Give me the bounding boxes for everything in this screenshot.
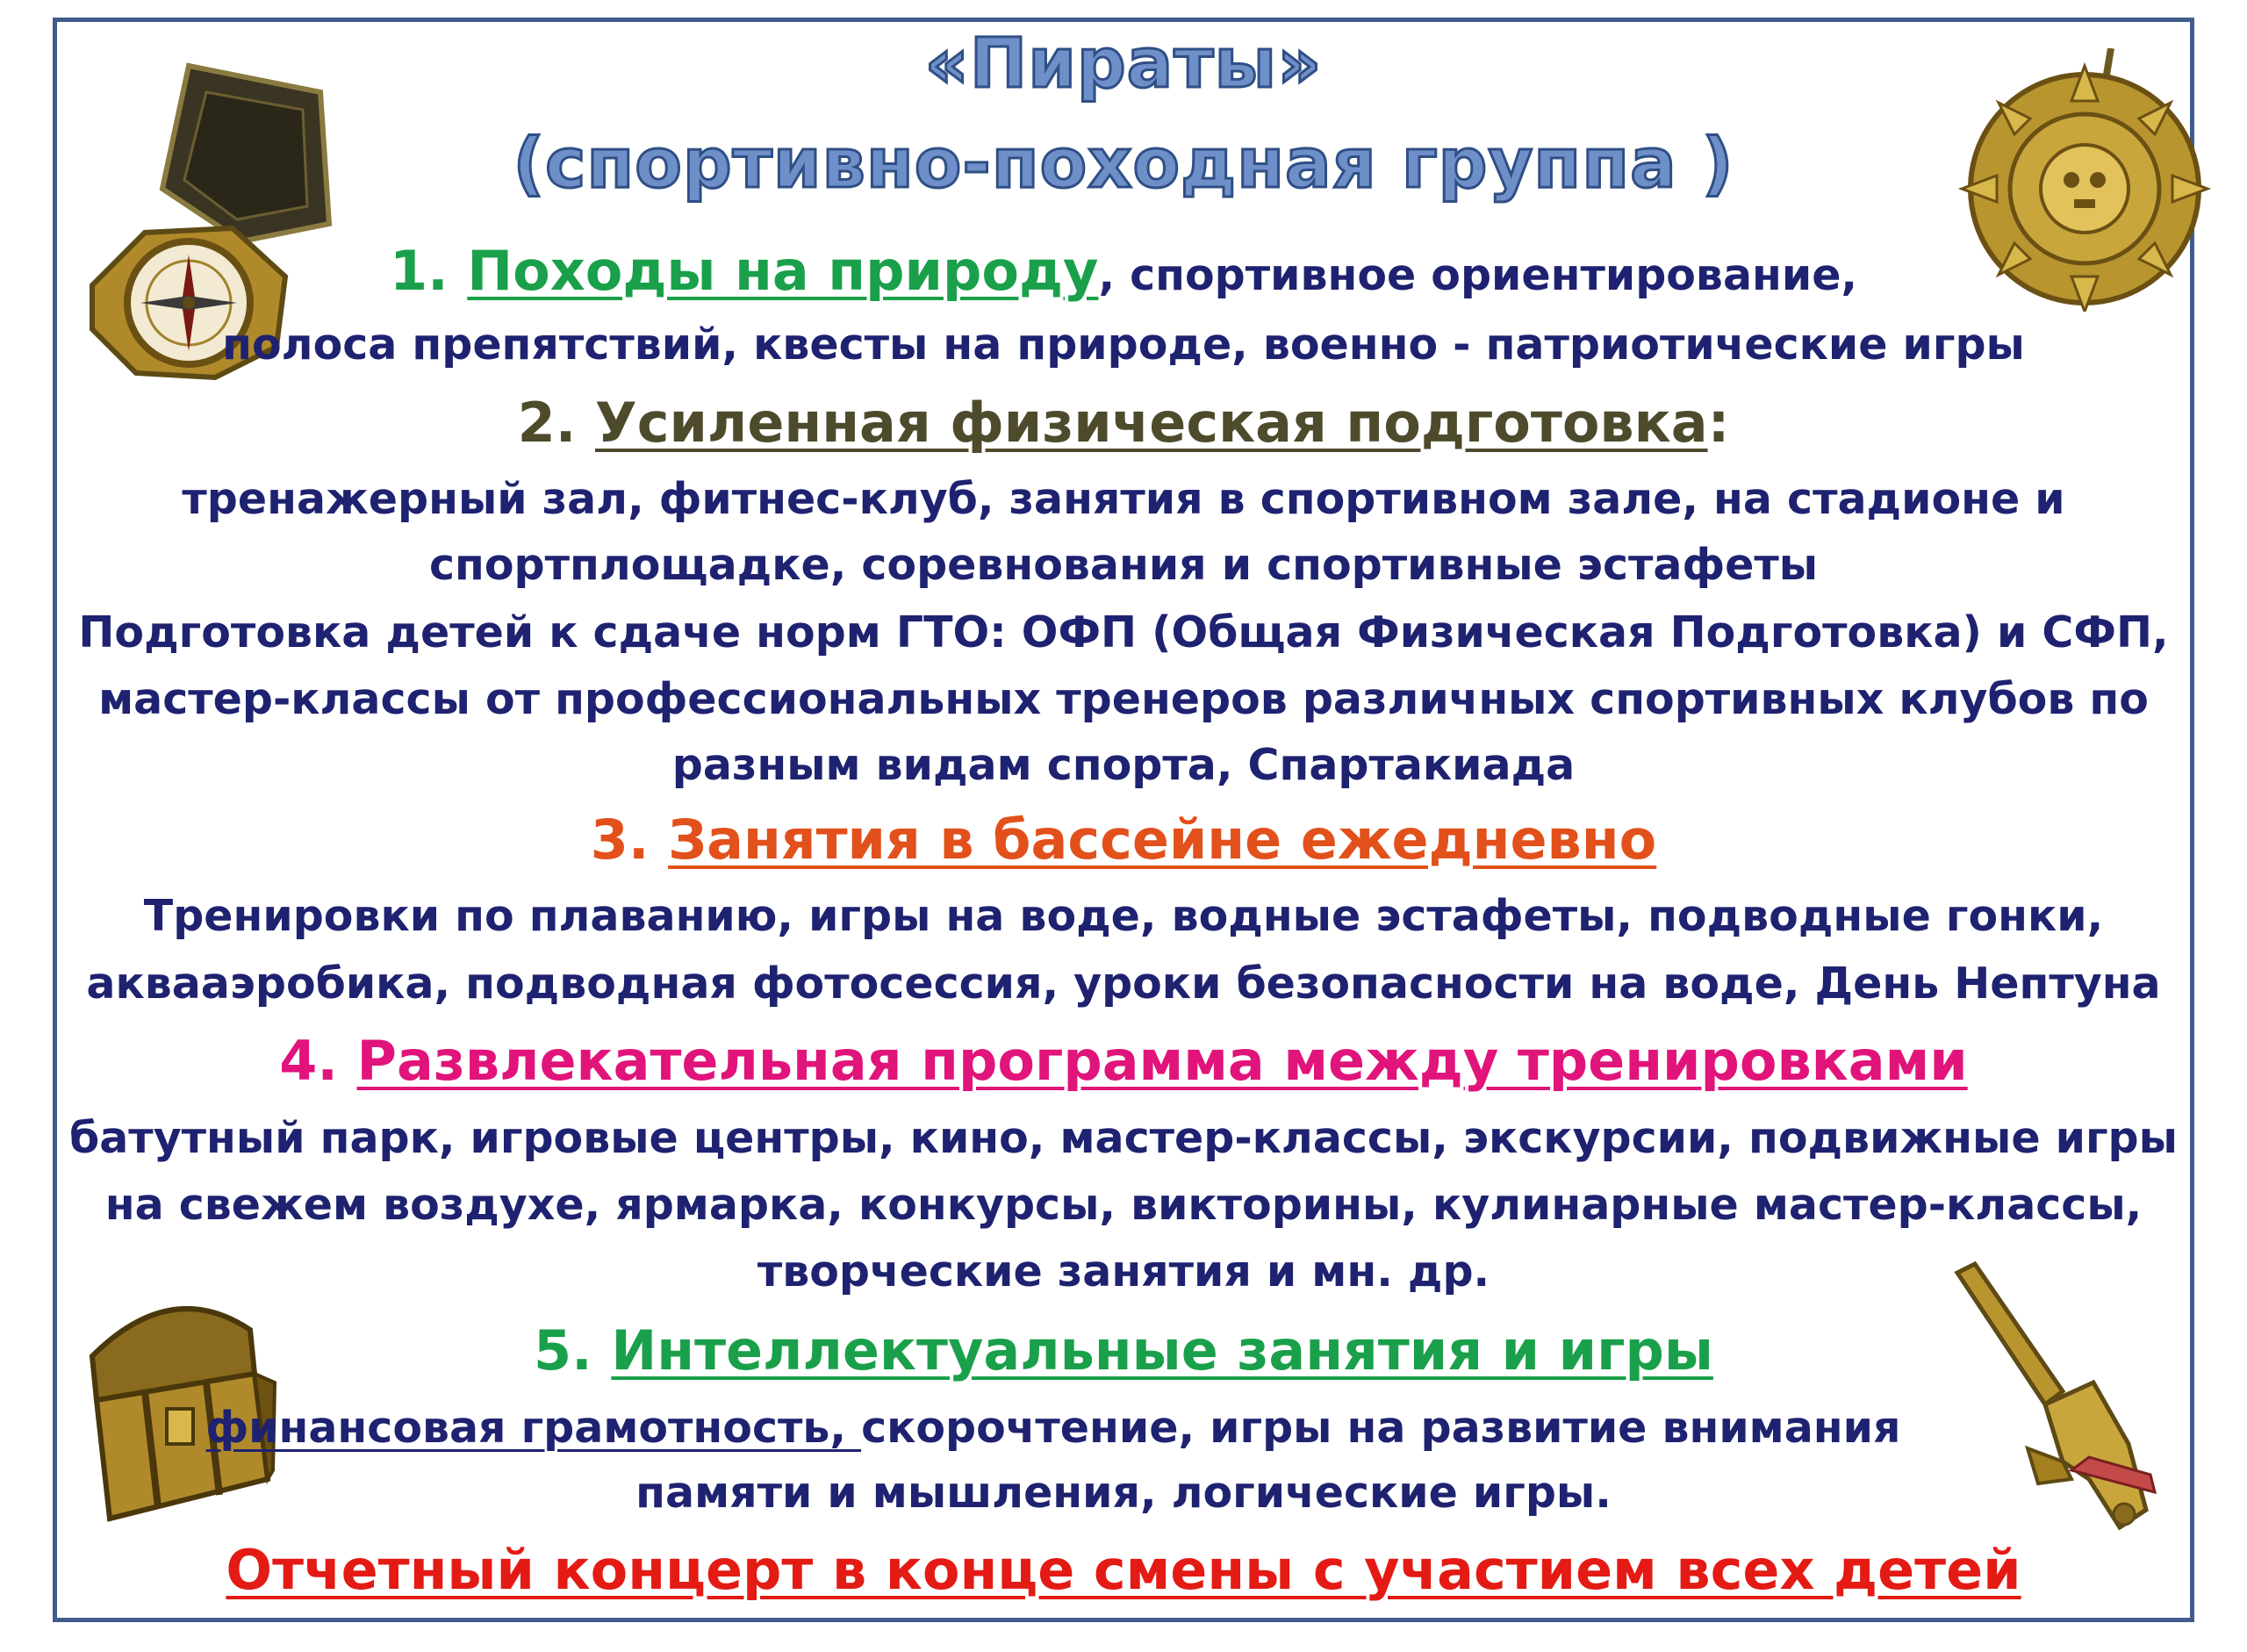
section-5-line-2: памяти и мышления, логические игры. (635, 1468, 1612, 1518)
section-4-line-2: на свежем воздухе, ярмарка, конкурсы, викторины, кулинарные мастер-классы, (104, 1180, 2143, 1230)
section-5-heading (0, 1318, 2247, 1383)
title-line-2: (спортивно-походная группа ) (513, 125, 1734, 204)
section-1-title-tail: , спортивное ориентирование, (1098, 250, 1858, 300)
section-5-line-1-rest: скорочтение, игры на развитие внимания (861, 1403, 1901, 1453)
section-3-line-1: Тренировки по плаванию, игры на воде, водные эстафеты, подводные гонки, (143, 891, 2104, 941)
section-2-line-3: Подготовка детей к сдаче норм ГТО: ОФП (Общая Физическая Подготовка) и СФП, (78, 607, 2169, 657)
section-2-line-1: тренажерный зал, фитнес-клуб, занятия в спортивном зале, на стадионе и (182, 474, 2065, 524)
section-4-line-1: батутный парк, игровые центры, кино, мастер-классы, экскурсии, подвижные игры (69, 1113, 2178, 1163)
section-3-heading (0, 808, 2247, 872)
section-5-number: 5. (534, 1318, 592, 1383)
section-5-underlined-text: финансовая грамотность, (205, 1403, 862, 1453)
section-4-number: 4. (279, 1029, 338, 1093)
section-1-number: 1. (389, 239, 449, 303)
section-2-title-tail: : (1707, 391, 1730, 455)
section-4-line-3: творческие занятия и мн. др. (757, 1246, 1490, 1296)
section-1-heading (0, 239, 2247, 303)
section-1-title: Походы на природу (467, 239, 1099, 303)
title-line-1: «Пираты» (924, 25, 1323, 104)
section-5-title: Интеллектуальные занятия и игры (611, 1318, 1713, 1383)
section-2-heading (0, 391, 2247, 455)
section-3-title: Занятия в бассейне ежедневно (668, 808, 1657, 872)
section-1-line-1: полоса препятствий, квесты на природе, военно - патриотические игры (222, 320, 2025, 370)
section-2-line-4: мастер-классы от профессиональных тренеров различных спортивных клубов по (98, 674, 2149, 724)
section-3-line-2: аквааэробика, подводная фотосессия, уроки безопасности на воде, День Нептуна (86, 959, 2161, 1009)
footer-note: Отчетный концерт в конце смены с участием всех детей (226, 1538, 2021, 1602)
section-3-number: 3. (590, 808, 650, 872)
section-2-title: Усиленная физическая подготовка (594, 391, 1708, 455)
section-2-line-5: разным видам спорта, Спартакиада (671, 740, 1576, 790)
section-4-heading (0, 1029, 2247, 1093)
section-2-line-2: спортплощадке, соревнования и спортивные эстафеты (428, 540, 1819, 590)
section-2-number: 2. (517, 391, 577, 455)
section-4-title: Развлекательная программа между тренировками (356, 1029, 1968, 1093)
section-5-line-1 (0, 1403, 2107, 1453)
